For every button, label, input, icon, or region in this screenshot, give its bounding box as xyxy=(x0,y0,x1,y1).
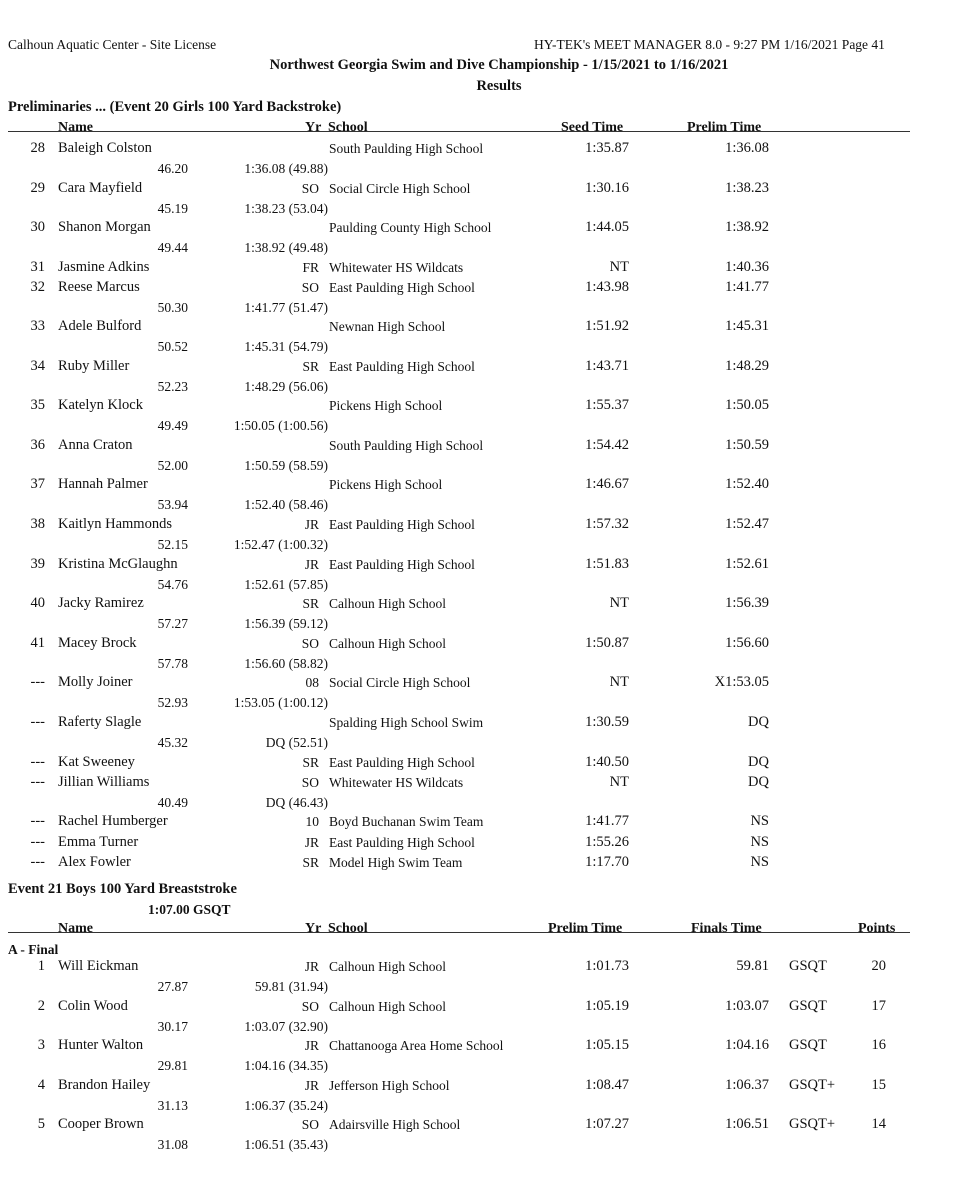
row-split-100: 1:03.07 (32.90) xyxy=(244,1019,328,1034)
row-split-100: 1:38.23 (53.04) xyxy=(244,201,328,216)
row-year: SO xyxy=(301,636,319,651)
row-prelim-time: 1:48.29 xyxy=(725,358,769,374)
row-prelim-time: NS xyxy=(750,834,769,850)
row-prelim-time: 1:08.47 xyxy=(585,1077,629,1093)
row-school: Spalding High School Swim xyxy=(329,715,484,730)
row-place: 30 xyxy=(30,219,45,235)
row-name: Jasmine Adkins xyxy=(58,259,150,275)
prelims-section-title: Preliminaries ... (Event 20 Girls 100 Yard Backstroke) xyxy=(8,99,342,115)
row-finals-time: 1:06.51 xyxy=(725,1116,769,1132)
row-school: Model High Swim Team xyxy=(329,855,463,870)
row-prelim-time: NS xyxy=(750,854,769,870)
row-school: Paulding County High School xyxy=(329,220,492,235)
row-name: Raferty Slagle xyxy=(58,714,142,730)
event21-title: Event 21 Boys 100 Yard Breaststroke xyxy=(8,881,237,897)
row-name: Alex Fowler xyxy=(58,854,131,870)
e21-col-name: Name xyxy=(58,921,93,936)
row-name: Baleigh Colston xyxy=(58,140,152,156)
row-year: JR xyxy=(304,517,319,532)
row-split-100: 1:41.77 (51.47) xyxy=(244,300,328,315)
row-qualifier: GSQT xyxy=(789,998,827,1014)
row-place: --- xyxy=(30,813,45,829)
row-split-50: 40.49 xyxy=(157,795,188,810)
row-name: Macey Brock xyxy=(58,635,137,651)
row-split-100: 1:50.05 (1:00.56) xyxy=(233,418,328,433)
row-split-50: 57.27 xyxy=(157,616,188,631)
row-seed-time: NT xyxy=(609,595,629,611)
row-seed-time: 1:51.83 xyxy=(585,556,629,572)
row-qualifier: GSQT+ xyxy=(789,1116,836,1132)
row-split-50: 31.08 xyxy=(157,1137,188,1152)
row-place: --- xyxy=(30,854,45,870)
row-prelim-time: 1:38.92 xyxy=(725,219,769,235)
row-split-100: 1:52.47 (1:00.32) xyxy=(233,537,328,552)
row-prelim-time: 1:40.36 xyxy=(725,259,769,275)
row-place: --- xyxy=(30,774,45,790)
row-year: 10 xyxy=(305,814,319,829)
row-name: Kaitlyn Hammonds xyxy=(58,516,172,532)
col-yr: Yr xyxy=(305,120,322,135)
col-prelim-time: Prelim Time xyxy=(687,120,762,135)
row-seed-time: 1:55.37 xyxy=(585,397,629,413)
row-year: JR xyxy=(304,959,319,974)
row-school: Calhoun High School xyxy=(329,636,446,651)
row-split-50: 50.30 xyxy=(157,300,188,315)
row-school: East Paulding High School xyxy=(329,359,475,374)
col-seed-time: Seed Time xyxy=(561,120,624,135)
row-seed-time: 1:55.26 xyxy=(585,834,629,850)
col-school: School xyxy=(328,120,368,135)
row-name: Anna Craton xyxy=(58,437,133,453)
row-points: 20 xyxy=(871,958,886,974)
header-rule xyxy=(8,131,910,132)
row-seed-time: NT xyxy=(609,774,629,790)
row-split-50: 54.76 xyxy=(157,577,188,592)
row-name: Cooper Brown xyxy=(58,1116,144,1132)
row-split-100: 1:38.92 (49.48) xyxy=(244,240,328,255)
row-split-100: 1:56.60 (58.82) xyxy=(244,656,328,671)
row-name: Hunter Walton xyxy=(58,1037,144,1053)
meet-title: Northwest Georgia Swim and Dive Championship - 1/15/2021 to 1/16/2021 xyxy=(269,57,729,73)
row-prelim-time: 1:50.05 xyxy=(725,397,769,413)
row-school: Pickens High School xyxy=(329,398,443,413)
row-finals-time: 59.81 xyxy=(736,958,769,974)
row-seed-time: 1:30.59 xyxy=(585,714,629,730)
row-name: Ruby Miller xyxy=(58,358,130,374)
row-finals-time: 1:06.37 xyxy=(725,1077,769,1093)
row-name: Katelyn Klock xyxy=(58,397,143,413)
row-school: East Paulding High School xyxy=(329,517,475,532)
row-place: 41 xyxy=(30,635,45,651)
software-stamp: HY-TEK's MEET MANAGER 8.0 - 9:27 PM 1/16/2021 Page 41 xyxy=(534,37,885,52)
row-prelim-time: 1:50.59 xyxy=(725,437,769,453)
row-finals-time: 1:03.07 xyxy=(725,998,769,1014)
row-prelim-time: DQ xyxy=(748,754,769,770)
row-prelim-time: 1:52.40 xyxy=(725,476,769,492)
row-split-100: 1:45.31 (54.79) xyxy=(244,339,328,354)
row-year: SO xyxy=(301,775,319,790)
row-seed-time: 1:46.67 xyxy=(585,476,629,492)
row-split-50: 50.52 xyxy=(157,339,188,354)
row-seed-time: 1:17.70 xyxy=(585,854,629,870)
row-seed-time: 1:44.05 xyxy=(585,219,629,235)
row-place: 2 xyxy=(37,998,45,1014)
row-split-100: DQ (46.43) xyxy=(265,795,328,810)
row-name: Rachel Humberger xyxy=(58,813,168,829)
row-school: Social Circle High School xyxy=(329,181,471,196)
row-prelim-time: NS xyxy=(750,813,769,829)
e21-col-yr: Yr xyxy=(305,921,322,936)
row-points: 17 xyxy=(871,998,886,1014)
row-split-50: 52.15 xyxy=(157,537,188,552)
row-school: Calhoun High School xyxy=(329,596,446,611)
row-prelim-time: 1:56.60 xyxy=(725,635,769,651)
row-place: 31 xyxy=(30,259,45,275)
row-name: Adele Bulford xyxy=(58,318,142,334)
row-prelim-time: 1:05.15 xyxy=(585,1037,629,1053)
row-qualifier: GSQT xyxy=(789,1037,827,1053)
row-name: Colin Wood xyxy=(58,998,128,1014)
row-year: JR xyxy=(304,835,319,850)
row-year: JR xyxy=(304,557,319,572)
row-name: Cara Mayfield xyxy=(58,180,143,196)
row-place: 36 xyxy=(30,437,45,453)
row-split-50: 52.00 xyxy=(157,458,188,473)
row-school: South Paulding High School xyxy=(329,141,484,156)
row-school: Whitewater HS Wildcats xyxy=(329,775,464,790)
row-split-50: 31.13 xyxy=(157,1098,188,1113)
row-school: East Paulding High School xyxy=(329,280,475,295)
final-label: A - Final xyxy=(8,942,59,957)
results-heading: Results xyxy=(476,78,522,94)
row-split-50: 52.23 xyxy=(157,379,188,394)
row-place: 29 xyxy=(30,180,45,196)
row-name: Jillian Williams xyxy=(58,774,150,790)
row-name: Molly Joiner xyxy=(58,674,133,690)
row-place: 33 xyxy=(30,318,45,334)
row-prelim-time: 1:07.27 xyxy=(585,1116,629,1132)
row-split-100: 1:36.08 (49.88) xyxy=(244,161,328,176)
row-split-100: 59.81 (31.94) xyxy=(254,979,328,994)
row-place: 34 xyxy=(30,358,45,374)
row-school: Whitewater HS Wildcats xyxy=(329,260,464,275)
row-school: Calhoun High School xyxy=(329,959,446,974)
row-name: Emma Turner xyxy=(58,834,139,850)
row-split-50: 46.20 xyxy=(157,161,188,176)
row-split-50: 49.44 xyxy=(157,240,188,255)
row-school: Jefferson High School xyxy=(329,1078,450,1093)
row-qualifier: GSQT xyxy=(789,958,827,974)
row-name: Will Eickman xyxy=(58,958,139,974)
row-place: 39 xyxy=(30,556,45,572)
row-place: 3 xyxy=(37,1037,45,1053)
row-name: Reese Marcus xyxy=(58,279,140,295)
row-place: 28 xyxy=(30,140,45,156)
row-place: 38 xyxy=(30,516,45,532)
row-place: 37 xyxy=(30,476,45,492)
row-split-50: 27.87 xyxy=(157,979,188,994)
row-seed-time: 1:43.71 xyxy=(585,358,629,374)
row-split-100: 1:06.37 (35.24) xyxy=(244,1098,328,1113)
row-prelim-time: 1:56.39 xyxy=(725,595,769,611)
row-seed-time: 1:35.87 xyxy=(585,140,629,156)
row-place: 1 xyxy=(37,958,45,974)
row-split-50: 49.49 xyxy=(157,418,188,433)
row-year: SO xyxy=(301,999,319,1014)
row-split-50: 45.32 xyxy=(157,735,188,750)
e21-col-finals-time: Finals Time xyxy=(691,921,762,936)
site-license: Calhoun Aquatic Center - Site License xyxy=(8,37,217,52)
row-finals-time: 1:04.16 xyxy=(725,1037,769,1053)
row-year: SO xyxy=(301,1117,319,1132)
row-prelim-time: 1:52.61 xyxy=(725,556,769,572)
row-year: 08 xyxy=(305,675,319,690)
row-split-100: 1:06.51 (35.43) xyxy=(244,1137,328,1152)
row-school: East Paulding High School xyxy=(329,755,475,770)
row-prelim-time: 1:41.77 xyxy=(725,279,769,295)
e21-col-points: Points xyxy=(858,921,896,936)
row-prelim-time: X1:53.05 xyxy=(714,674,769,690)
row-prelim-time: 1:45.31 xyxy=(725,318,769,334)
row-place: 35 xyxy=(30,397,45,413)
row-seed-time: 1:54.42 xyxy=(585,437,629,453)
row-split-50: 29.81 xyxy=(157,1058,188,1073)
row-school: Adairsville High School xyxy=(329,1117,461,1132)
row-seed-time: 1:30.16 xyxy=(585,180,629,196)
row-school: Calhoun High School xyxy=(329,999,446,1014)
row-school: Chattanooga Area Home School xyxy=(329,1038,504,1053)
row-name: Brandon Hailey xyxy=(58,1077,151,1093)
row-place: --- xyxy=(30,674,45,690)
e21-header-rule xyxy=(8,932,910,933)
row-name: Jacky Ramirez xyxy=(58,595,144,611)
row-seed-time: 1:57.32 xyxy=(585,516,629,532)
e21-col-prelim-time: Prelim Time xyxy=(548,921,623,936)
row-points: 14 xyxy=(871,1116,886,1132)
row-year: SR xyxy=(302,596,319,611)
row-name: Kat Sweeney xyxy=(58,754,135,770)
row-place: --- xyxy=(30,754,45,770)
row-place: --- xyxy=(30,834,45,850)
row-split-100: 1:52.40 (58.46) xyxy=(244,497,328,512)
row-points: 16 xyxy=(871,1037,886,1053)
row-seed-time: 1:43.98 xyxy=(585,279,629,295)
row-school: East Paulding High School xyxy=(329,835,475,850)
row-name: Shanon Morgan xyxy=(58,219,151,235)
row-name: Hannah Palmer xyxy=(58,476,148,492)
row-year: JR xyxy=(304,1078,319,1093)
row-place: 5 xyxy=(37,1116,45,1132)
row-school: Pickens High School xyxy=(329,477,443,492)
row-place: --- xyxy=(30,714,45,730)
row-split-100: DQ (52.51) xyxy=(265,735,328,750)
e21-col-school: School xyxy=(328,921,368,936)
row-split-100: 1:53.05 (1:00.12) xyxy=(233,695,328,710)
row-prelim-time: 1:52.47 xyxy=(725,516,769,532)
row-split-50: 45.19 xyxy=(157,201,188,216)
row-school: Boyd Buchanan Swim Team xyxy=(329,814,484,829)
row-year: SR xyxy=(302,359,319,374)
row-split-100: 1:52.61 (57.85) xyxy=(244,577,328,592)
row-split-50: 53.94 xyxy=(157,497,188,512)
row-year: SR xyxy=(302,755,319,770)
row-seed-time: 1:50.87 xyxy=(585,635,629,651)
row-split-50: 30.17 xyxy=(157,1019,188,1034)
row-split-50: 57.78 xyxy=(157,656,188,671)
row-school: Social Circle High School xyxy=(329,675,471,690)
row-split-100: 1:56.39 (59.12) xyxy=(244,616,328,631)
row-points: 15 xyxy=(871,1077,886,1093)
row-split-100: 1:48.29 (56.06) xyxy=(244,379,328,394)
row-year: SR xyxy=(302,855,319,870)
row-seed-time: NT xyxy=(609,674,629,690)
row-place: 32 xyxy=(30,279,45,295)
qualifying-standard: 1:07.00 GSQT xyxy=(148,902,231,917)
row-prelim-time: 1:05.19 xyxy=(585,998,629,1014)
row-school: South Paulding High School xyxy=(329,438,484,453)
row-school: Newnan High School xyxy=(329,319,446,334)
row-qualifier: GSQT+ xyxy=(789,1077,836,1093)
row-prelim-time: DQ xyxy=(748,714,769,730)
row-prelim-time: DQ xyxy=(748,774,769,790)
row-year: SO xyxy=(301,280,319,295)
row-seed-time: 1:40.50 xyxy=(585,754,629,770)
row-name: Kristina McGlaughn xyxy=(58,556,178,572)
row-split-100: 1:04.16 (34.35) xyxy=(244,1058,328,1073)
row-prelim-time: 1:36.08 xyxy=(725,140,769,156)
row-split-50: 52.93 xyxy=(157,695,188,710)
row-place: 4 xyxy=(37,1077,45,1093)
row-seed-time: 1:51.92 xyxy=(585,318,629,334)
row-seed-time: 1:41.77 xyxy=(585,813,629,829)
row-year: SO xyxy=(301,181,319,196)
row-place: 40 xyxy=(30,595,45,611)
row-year: FR xyxy=(302,260,319,275)
col-name: Name xyxy=(58,120,93,135)
row-year: JR xyxy=(304,1038,319,1053)
row-prelim-time: 1:01.73 xyxy=(585,958,629,974)
row-prelim-time: 1:38.23 xyxy=(725,180,769,196)
row-seed-time: NT xyxy=(609,259,629,275)
row-school: East Paulding High School xyxy=(329,557,475,572)
row-split-100: 1:50.59 (58.59) xyxy=(244,458,328,473)
